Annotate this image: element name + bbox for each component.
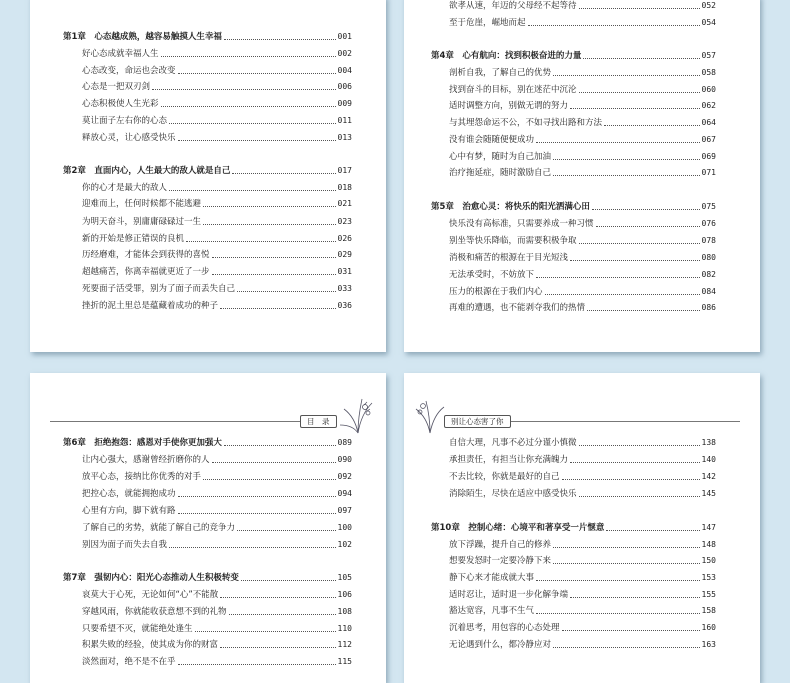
- entry-title: 找到奋斗的目标，别在迷茫中沉沦: [449, 85, 577, 95]
- chapter-title: 第4章 心有航向：找到积极奋进的力量: [431, 51, 582, 61]
- page-number: 160: [701, 623, 716, 632]
- toc-entry-row: [82, 79, 352, 95]
- dot-leader: [203, 205, 336, 207]
- page-number: 145: [701, 489, 716, 498]
- dot-leader: [570, 596, 700, 598]
- toc-entry-row: [449, 233, 716, 249]
- entry-title: 再难的遭遇，也不能剥夺我们的热情: [449, 303, 586, 313]
- dot-leader: [579, 444, 700, 446]
- entry-title: 为明天奋斗，别庸庸碌碌过一生: [82, 217, 202, 227]
- toc-entry-row: [449, 98, 716, 114]
- toc-entry-row: [82, 537, 352, 553]
- page-number: 150: [701, 556, 716, 565]
- dot-leader: [241, 579, 336, 581]
- chapter-title: 第2章 直面内心，人生最大的敌人就是自己: [63, 166, 231, 176]
- entry-title: 静下心来才能成就大事: [449, 573, 535, 583]
- entry-title: 至于危崖，崛地而起: [449, 18, 526, 28]
- page-header-title: 目 录: [300, 415, 337, 428]
- entry-title: 你的心才是最大的敌人: [82, 183, 168, 193]
- toc-chapter-row: [431, 48, 716, 64]
- dot-leader: [212, 273, 336, 275]
- entry-title: 治疗拖延症，随时激励自己: [449, 168, 552, 178]
- page-number: 075: [701, 202, 716, 211]
- toc-entry-row: [82, 604, 352, 620]
- toc-entry-row: [82, 281, 352, 297]
- entry-title: 把控心态，就能拥抱成功: [82, 489, 176, 499]
- page-number: 115: [337, 657, 352, 666]
- dot-leader: [169, 122, 336, 124]
- page-number: 100: [337, 523, 352, 532]
- dot-leader: [570, 461, 700, 463]
- toc-entry-row: [82, 452, 352, 468]
- entry-title: 心中有梦，随时为自己加油: [449, 152, 552, 162]
- page-number: 094: [337, 489, 352, 498]
- page-number: 155: [701, 590, 716, 599]
- toc-entry-row: [449, 620, 716, 636]
- toc-entry-row: [82, 298, 352, 314]
- chapter-title: 第7章 强韧内心：阳光心态推动人生积极转变: [63, 573, 239, 583]
- toc-entry-row: [449, 132, 716, 148]
- toc-entry-row: [82, 96, 352, 112]
- page-number: 058: [701, 68, 716, 77]
- page-number: 017: [337, 166, 352, 175]
- page-number: 140: [701, 455, 716, 464]
- entry-title: 心里有方向，脚下就有路: [82, 506, 176, 516]
- dot-leader: [169, 189, 336, 191]
- entry-title: 欲孝从速，年迈的父母经不起等待: [449, 1, 577, 11]
- toc-entry-row: [82, 130, 352, 146]
- toc-entry-row: [449, 15, 716, 31]
- toc-entry-row: [82, 63, 352, 79]
- entry-title: 不去比较，你就是最好的自己: [449, 472, 560, 482]
- orchid-icon: [412, 397, 448, 435]
- toc-entry-row: [82, 231, 352, 247]
- chapter-title: 第6章 拒绝抱怨：感恩对手使你更加强大: [63, 438, 222, 448]
- entry-title: 释放心灵，让心感受快乐: [82, 133, 176, 143]
- page-number: 009: [337, 99, 352, 108]
- dot-leader: [553, 158, 700, 160]
- dot-leader: [606, 529, 699, 531]
- toc-page-3: [30, 373, 386, 683]
- toc-entry-row: [449, 587, 716, 603]
- chapter-title: 第10章 控制心绪：心境平和著享受一片惬意: [431, 523, 605, 533]
- page-number: 064: [701, 118, 716, 127]
- toc-entry-row: [449, 537, 716, 553]
- dot-leader: [178, 663, 336, 665]
- dot-leader: [178, 512, 336, 514]
- entry-title: 挫折的泥土里总是蕴藏着成功的种子: [82, 301, 219, 311]
- entry-title: 迎难而上，任何时候都不能逃避: [82, 199, 202, 209]
- toc-entry-row: [449, 65, 716, 81]
- dot-leader: [237, 290, 336, 292]
- dot-leader: [553, 546, 700, 548]
- page-number: 067: [701, 135, 716, 144]
- dot-leader: [152, 88, 336, 90]
- entry-title: 好心态成就幸福人生: [82, 49, 159, 59]
- dot-leader: [178, 495, 336, 497]
- page-number: 086: [701, 303, 716, 312]
- dot-leader: [592, 208, 700, 210]
- page-number: 078: [701, 236, 716, 245]
- entry-title: 只要希望不灭，就能绝处逢生: [82, 624, 193, 634]
- dot-leader: [604, 124, 700, 126]
- toc-chapter-row: [431, 199, 716, 215]
- entry-title: 放平心态，接纳比你优秀的对手: [82, 472, 202, 482]
- toc-entry-row: [449, 486, 716, 502]
- chapter-title: 第1章 心态越成熟，越容易触摸人生幸福: [63, 32, 222, 42]
- toc-entry-row: [449, 435, 716, 451]
- toc-entry-row: [82, 503, 352, 519]
- toc-entry-row: [449, 216, 716, 232]
- entry-title: 别坐等快乐降临，而需要积极争取: [449, 236, 577, 246]
- entry-title: 无论遇到什么，都冷静应对: [449, 640, 552, 650]
- toc-entry-row: [82, 247, 352, 263]
- page-number: 052: [701, 1, 716, 10]
- page-number: 163: [701, 640, 716, 649]
- toc-entry-row: [82, 637, 352, 653]
- page-number: 011: [337, 116, 352, 125]
- toc-entry-row: [449, 149, 716, 165]
- entry-title: 死要面子活受罪，别为了面子而丢失自己: [82, 284, 236, 294]
- dot-leader: [178, 72, 336, 74]
- dot-leader: [220, 646, 336, 648]
- dot-leader: [596, 225, 700, 227]
- dot-leader: [553, 562, 700, 564]
- entry-title: 穿越风雨，你就能收获意想不到的礼物: [82, 607, 227, 617]
- page-number: 002: [337, 49, 352, 58]
- dot-leader: [528, 24, 700, 26]
- dot-leader: [212, 461, 336, 463]
- dot-leader: [562, 478, 700, 480]
- toc-chapter-row: [63, 570, 352, 586]
- entry-title: 自信大理，凡事不必过分谨小慎微: [449, 438, 577, 448]
- page-number: 082: [701, 270, 716, 279]
- toc-entry-row: [82, 621, 352, 637]
- dot-leader: [570, 259, 700, 261]
- entry-title: 沉着思考，用包容的心态处理: [449, 623, 560, 633]
- entry-title: 放下浮躁，提升自己的修养: [449, 540, 552, 550]
- entry-title: 消极和痛苦的根源在于目光短浅: [449, 253, 569, 263]
- dot-leader: [587, 309, 700, 311]
- page-number: 097: [337, 506, 352, 515]
- toc-entry-row: [449, 570, 716, 586]
- dot-leader: [536, 141, 700, 143]
- toc-entry-row: [82, 520, 352, 536]
- toc-entry-row: [82, 486, 352, 502]
- page-number: 054: [701, 18, 716, 27]
- toc-entry-row: [82, 587, 352, 603]
- dot-leader: [579, 495, 700, 497]
- dot-leader: [562, 629, 700, 631]
- toc-entry-row: [449, 553, 716, 569]
- dot-leader: [220, 307, 336, 309]
- chapter-title: 第5章 治愈心灵：将快乐的阳光洒满心田: [431, 202, 590, 212]
- entry-title: 承担责任，有担当让你充满魄力: [449, 455, 569, 465]
- entry-title: 压力的根源在于我们内心: [449, 287, 543, 297]
- page-number: 029: [337, 250, 352, 259]
- entry-title: 剖析自我，了解自己的优势: [449, 68, 552, 78]
- dot-leader: [195, 630, 336, 632]
- entry-title: 心态是一把双刃剑: [82, 82, 151, 92]
- entry-title: 没有谁会随随便便成功: [449, 135, 535, 145]
- toc-entry-row: [449, 469, 716, 485]
- dot-leader: [224, 444, 336, 446]
- page-number: 080: [701, 253, 716, 262]
- toc-entry-row: [449, 250, 716, 266]
- toc-page-2: [404, 0, 760, 352]
- toc-chapter-row: [63, 435, 352, 451]
- entry-title: 超越痛苦，你离幸福就更近了一步: [82, 267, 210, 277]
- dot-leader: [583, 57, 699, 59]
- toc-entry-row: [449, 82, 716, 98]
- entry-title: 让内心强大，感谢曾经折磨你的人: [82, 455, 210, 465]
- dot-leader: [229, 613, 336, 615]
- toc-entry-row: [449, 452, 716, 468]
- toc-entry-row: [82, 469, 352, 485]
- toc-entry-row: [449, 300, 716, 316]
- page-number: 110: [337, 624, 352, 633]
- entry-title: 哀莫大于心死，无论如何“心”不能散: [82, 590, 219, 600]
- toc-entry-row: [82, 214, 352, 230]
- page-number: 026: [337, 234, 352, 243]
- dot-leader: [186, 240, 336, 242]
- toc-chapter-row: [63, 163, 352, 179]
- page-number: 006: [337, 82, 352, 91]
- toc-entry-row: [449, 637, 716, 653]
- toc-entry-row: [82, 180, 352, 196]
- page-number: 036: [337, 301, 352, 310]
- page-number: 142: [701, 472, 716, 481]
- dot-leader: [232, 172, 335, 174]
- entry-title: 适时调整方向，别做无谓的努力: [449, 101, 569, 111]
- page-number: 069: [701, 152, 716, 161]
- dot-leader: [579, 91, 700, 93]
- page-number: 062: [701, 101, 716, 110]
- page-number: 071: [701, 168, 716, 177]
- dot-leader: [553, 646, 700, 648]
- dot-leader: [169, 546, 336, 548]
- page-number: 018: [337, 183, 352, 192]
- page-number: 092: [337, 472, 352, 481]
- toc-chapter-row: [431, 520, 716, 536]
- dot-leader: [570, 107, 700, 109]
- entry-title: 心态改变，命运也会改变: [82, 66, 176, 76]
- page-number: 023: [337, 217, 352, 226]
- toc-entry-row: [449, 603, 716, 619]
- dot-leader: [579, 242, 700, 244]
- page-number: 057: [701, 51, 716, 60]
- page-number: 147: [701, 523, 716, 532]
- dot-leader: [545, 293, 700, 295]
- toc-chapter-row: [63, 29, 352, 45]
- toc-entry-row: [82, 113, 352, 129]
- dot-leader: [536, 612, 700, 614]
- toc-entry-row: [449, 115, 716, 131]
- toc-entry-row: [449, 165, 716, 181]
- page-number: 076: [701, 219, 716, 228]
- dot-leader: [237, 529, 336, 531]
- entry-title: 了解自己的劣势，就能了解自己的竞争力: [82, 523, 236, 533]
- dot-leader: [224, 38, 336, 40]
- dot-leader: [553, 74, 700, 76]
- page-number: 108: [337, 607, 352, 616]
- page-number: 060: [701, 85, 716, 94]
- dot-leader: [220, 596, 335, 598]
- page-number: 031: [337, 267, 352, 276]
- dot-leader: [178, 139, 336, 141]
- toc-entry-row: [82, 46, 352, 62]
- header-rule: [50, 421, 326, 422]
- page-number: 112: [337, 640, 352, 649]
- toc-page-1: [30, 0, 386, 352]
- entry-title: 新的开始是修正错误的良机: [82, 234, 185, 244]
- page-number: 153: [701, 573, 716, 582]
- toc-entry-row: [449, 284, 716, 300]
- entry-title: 快乐没有高标准，只需要养成一种习惯: [449, 219, 594, 229]
- entry-title: 无法承受时，不妨放下: [449, 270, 535, 280]
- dot-leader: [161, 55, 336, 57]
- entry-title: 淡然面对，绝不是不在乎: [82, 657, 176, 667]
- dot-leader: [161, 105, 336, 107]
- entry-title: 豁达宽容，凡事不生气: [449, 606, 535, 616]
- page-header-title: 别让心态害了你: [444, 415, 511, 428]
- page-number: 148: [701, 540, 716, 549]
- toc-entry-row: [82, 264, 352, 280]
- dot-leader: [579, 7, 700, 9]
- dot-leader: [212, 256, 336, 258]
- dot-leader: [553, 174, 700, 176]
- dot-leader: [203, 478, 336, 480]
- dot-leader: [203, 223, 336, 225]
- page-number: 004: [337, 66, 352, 75]
- toc-page-4: [404, 373, 760, 683]
- dot-leader: [536, 579, 700, 581]
- entry-title: 想要发怒时一定要冷静下来: [449, 556, 552, 566]
- page-number: 089: [337, 438, 352, 447]
- entry-title: 历经磨难，才能体会到获得的喜悦: [82, 250, 210, 260]
- toc-entry-row: [449, 0, 716, 14]
- page-number: 033: [337, 284, 352, 293]
- entry-title: 积累失败的经验，使其成为你的财富: [82, 640, 219, 650]
- page-number: 158: [701, 606, 716, 615]
- entry-title: 别因为面子而失去自我: [82, 540, 168, 550]
- entry-title: 与其埋怨命运不公，不如寻找出路和方法: [449, 118, 603, 128]
- page-number: 105: [337, 573, 352, 582]
- entry-title: 心态积极使人生光彩: [82, 99, 159, 109]
- page-number: 102: [337, 540, 352, 549]
- toc-entry-row: [82, 654, 352, 670]
- orchid-icon: [338, 395, 378, 435]
- page-number: 106: [337, 590, 352, 599]
- page-number: 001: [337, 32, 352, 41]
- page-number: 084: [701, 287, 716, 296]
- entry-title: 消除陌生，尽快在适应中感受快乐: [449, 489, 577, 499]
- page-number: 090: [337, 455, 352, 464]
- page-number: 138: [701, 438, 716, 447]
- page-number: 013: [337, 133, 352, 142]
- dot-leader: [536, 276, 700, 278]
- page-number: 021: [337, 199, 352, 208]
- entry-title: 适时忍让，适时退一步化解争端: [449, 590, 569, 600]
- toc-entry-row: [449, 267, 716, 283]
- toc-entry-row: [82, 196, 352, 212]
- entry-title: 莫让面子左右你的心态: [82, 116, 168, 126]
